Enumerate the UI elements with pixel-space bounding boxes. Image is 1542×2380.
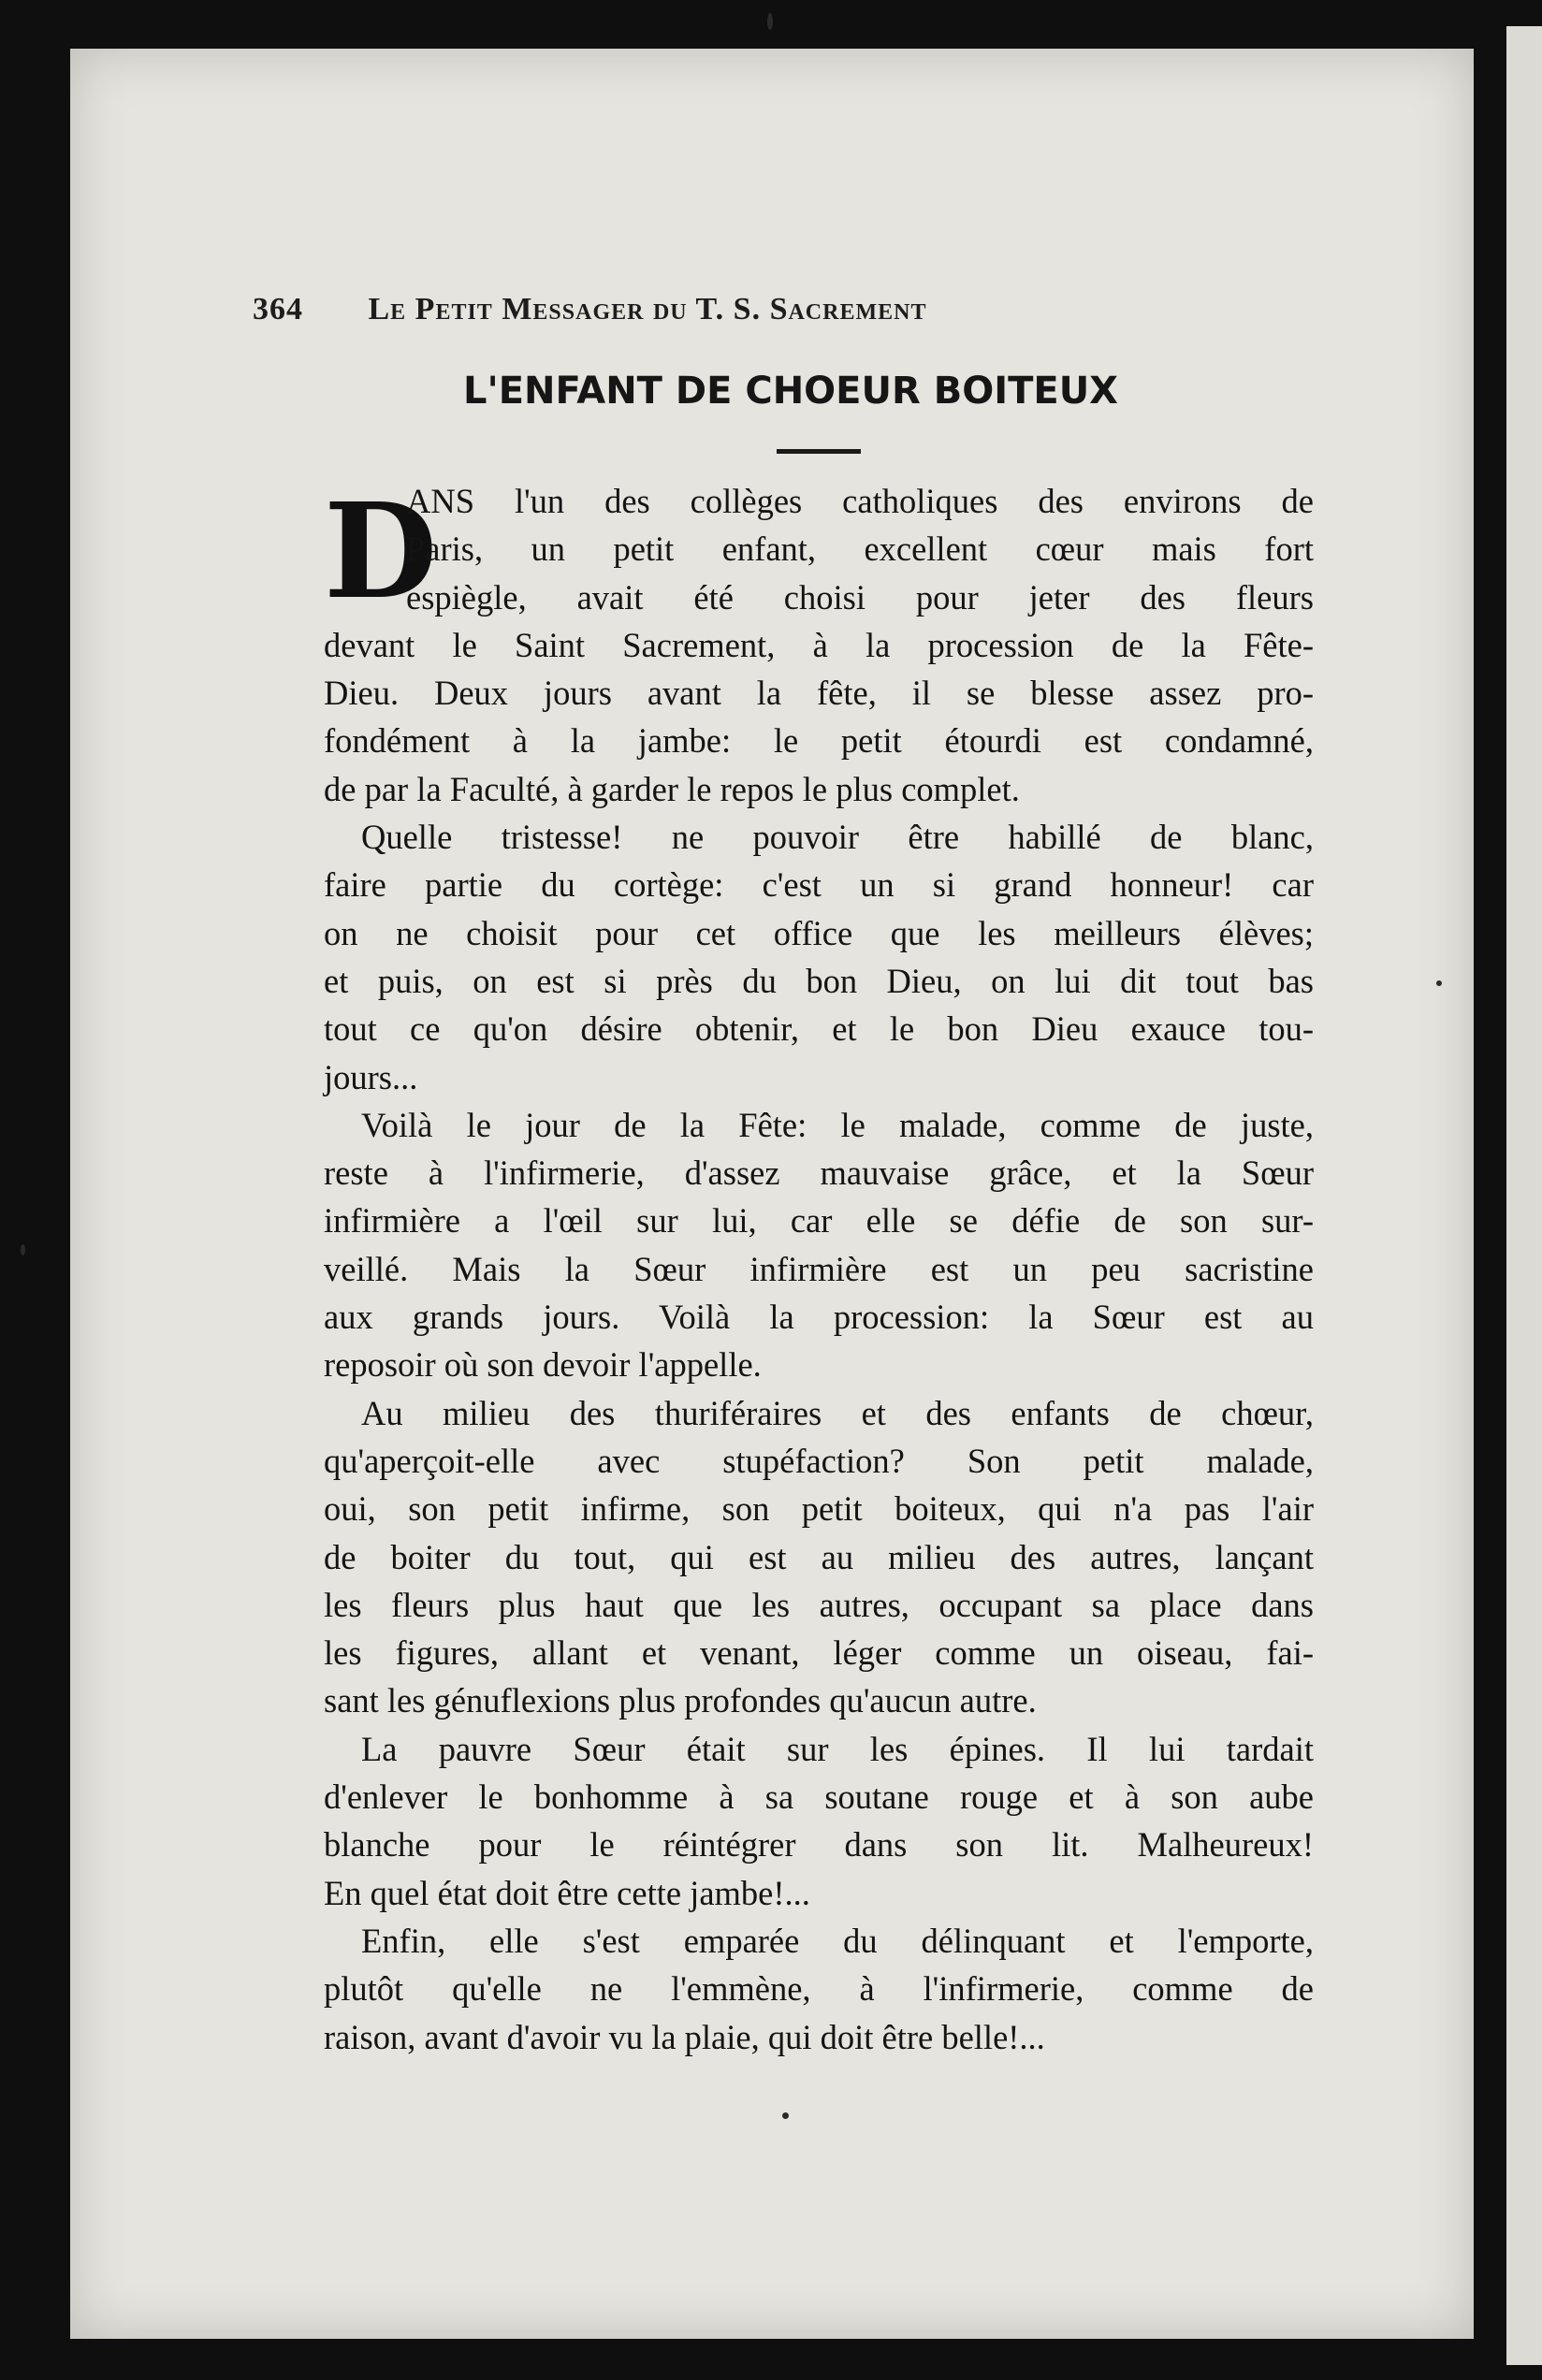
paper-speck (1436, 980, 1442, 986)
text-line: jours... (324, 1057, 418, 1096)
text-line: devant le Saint Sacrement, à la procession de la Fête- (324, 625, 1314, 664)
text-line: d'enlever le bonhomme à sa soutane rouge et à son aube (324, 1778, 1314, 1817)
text-line: reposoir où son devoir l'appelle. (324, 1345, 762, 1385)
text-line: Enfin, elle s'est emparée du délinquant et l'emporte, (361, 1921, 1314, 1960)
text-line: de par la Faculté, à garder le repos le plus complet. (324, 769, 1020, 808)
text-line: ANS l'un des collèges catholiques des environs de (406, 482, 1314, 520)
text-line: Au milieu des thuriféraires et des enfants de chœur, (361, 1393, 1314, 1432)
text-line: Voilà le jour de la Fête: le malade, comme de juste, (361, 1105, 1314, 1144)
text-line: aux grands jours. Voilà la procession: la Sœur est au (324, 1298, 1314, 1337)
text-line: raison, avant d'avoir vu la plaie, qui doit être belle!... (324, 2017, 1045, 2056)
text-line: et puis, on est si près du bon Dieu, on lui dit tout bas (324, 961, 1314, 1000)
text-line: Paris, un petit enfant, excellent cœur mais fort (406, 530, 1314, 569)
text-line: de boiter du tout, qui est au milieu des autres, lançant (324, 1537, 1314, 1576)
text-line: La pauvre Sœur était sur les épines. Il lui tardait (361, 1729, 1314, 1768)
text-line: fondément à la jambe: le petit étourdi est condamné, (324, 721, 1314, 761)
text-line: espiègle, avait été choisi pour jeter des fleurs (406, 577, 1314, 617)
adjacent-page-edge (1506, 26, 1542, 2365)
text-line: tout ce qu'on désire obtenir, et le bon Dieu exauce tou- (324, 1009, 1314, 1049)
text-line: reste à l'infirmerie, d'assez mauvaise grâce, et la Sœur (324, 1154, 1314, 1193)
text-line: plutôt qu'elle ne l'emmène, à l'infirmerie, comme de (324, 1969, 1314, 2009)
paper-speck (21, 1244, 25, 1255)
paper-speck (782, 2112, 789, 2119)
text-line: les figures, allant et venant, léger comme un oiseau, fai- (324, 1633, 1314, 1673)
text-line: blanche pour le réintégrer dans son lit. Malheureux! (324, 1825, 1314, 1865)
text-line: oui, son petit infirme, son petit boiteux, qui n'a pas l'air (324, 1489, 1314, 1529)
text-line: on ne choisit pour cet office que les meilleurs élèves; (324, 913, 1314, 952)
page-number: 364 (253, 292, 303, 327)
text-line: Quelle tristesse! ne pouvoir être habillé de blanc, (361, 818, 1314, 857)
text-line: qu'aperçoit-elle avec stupéfaction? Son petit malade, (324, 1441, 1314, 1480)
text-line: sant les génuflexions plus profondes qu'aucun autre. (324, 1681, 1037, 1720)
article-title: L'ENFANT DE CHOEUR BOITEUX (462, 370, 1119, 413)
text-line: faire partie du cortège: c'est un si grand honneur! car (324, 865, 1314, 905)
drop-cap: D (324, 475, 438, 629)
article-body (324, 477, 1314, 2061)
paper-speck (767, 13, 773, 30)
text-line: infirmière a l'œil sur lui, car elle se défie de son sur- (324, 1201, 1314, 1241)
text-line: les fleurs plus haut que les autres, occupant sa place dans (324, 1585, 1314, 1624)
text-line: veillé. Mais la Sœur infirmière est un peu sacristine (324, 1249, 1314, 1288)
text-line: En quel état doit être cette jambe!... (324, 1873, 810, 1912)
journal-title: Le Petit Messager du T. S. Sacrement (368, 292, 927, 327)
running-header (253, 292, 1188, 327)
title-divider (777, 449, 861, 454)
text-line: Dieu. Deux jours avant la fête, il se blesse assez pro- (324, 674, 1314, 713)
